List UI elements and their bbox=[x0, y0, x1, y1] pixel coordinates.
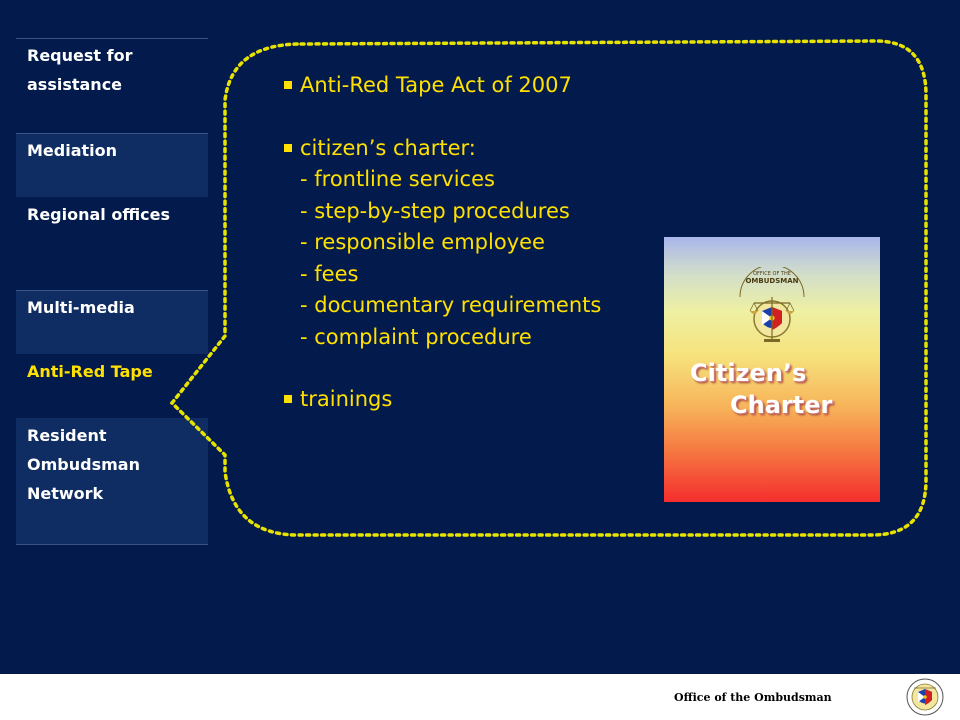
sub-item: - step-by-step procedures bbox=[300, 198, 570, 223]
svg-text:OMBUDSMAN: OMBUDSMAN bbox=[745, 277, 799, 285]
ombudsman-seal-icon bbox=[906, 678, 944, 716]
sub-item: - frontline services bbox=[300, 167, 495, 191]
ombudsman-seal-icon bbox=[734, 267, 810, 357]
square-bullet-icon bbox=[284, 395, 292, 403]
bullet-item bbox=[284, 70, 664, 102]
cover-title bbox=[690, 357, 880, 421]
bullet-text: Anti-Red Tape Act of 2007 bbox=[300, 73, 572, 97]
citizens-charter-cover-image bbox=[664, 237, 880, 502]
nav-item-label: Multi-media bbox=[27, 298, 135, 317]
nav-item-label: Mediation bbox=[27, 141, 118, 160]
square-bullet-icon bbox=[284, 144, 292, 152]
nav-item-label: Anti-Red Tape bbox=[27, 362, 153, 381]
nav-item-label: Resident Ombudsman Network bbox=[27, 426, 140, 503]
square-bullet-icon bbox=[284, 81, 292, 89]
sub-item: - documentary requirements bbox=[300, 293, 602, 317]
bullet-item bbox=[284, 133, 664, 165]
nav-item-label: Request for assistance bbox=[27, 46, 133, 94]
nav-item-label: Regional offices bbox=[27, 205, 171, 224]
cover-title-line1: Citizen’s bbox=[690, 359, 807, 387]
sub-item: - complaint procedure bbox=[300, 324, 532, 349]
bullet-item bbox=[284, 384, 664, 416]
sub-item: - responsible employee bbox=[300, 230, 545, 254]
bullet-text: trainings bbox=[300, 387, 393, 411]
sub-item: - fees bbox=[300, 261, 359, 286]
svg-text:OFFICE OF THE: OFFICE OF THE bbox=[753, 271, 791, 277]
footer bbox=[0, 674, 960, 720]
content-area bbox=[284, 70, 664, 416]
bullet-text: citizen’s charter: bbox=[300, 135, 476, 160]
footer-text: Office of the Ombudsman bbox=[674, 691, 832, 704]
cover-title-line2: Charter bbox=[730, 391, 833, 419]
